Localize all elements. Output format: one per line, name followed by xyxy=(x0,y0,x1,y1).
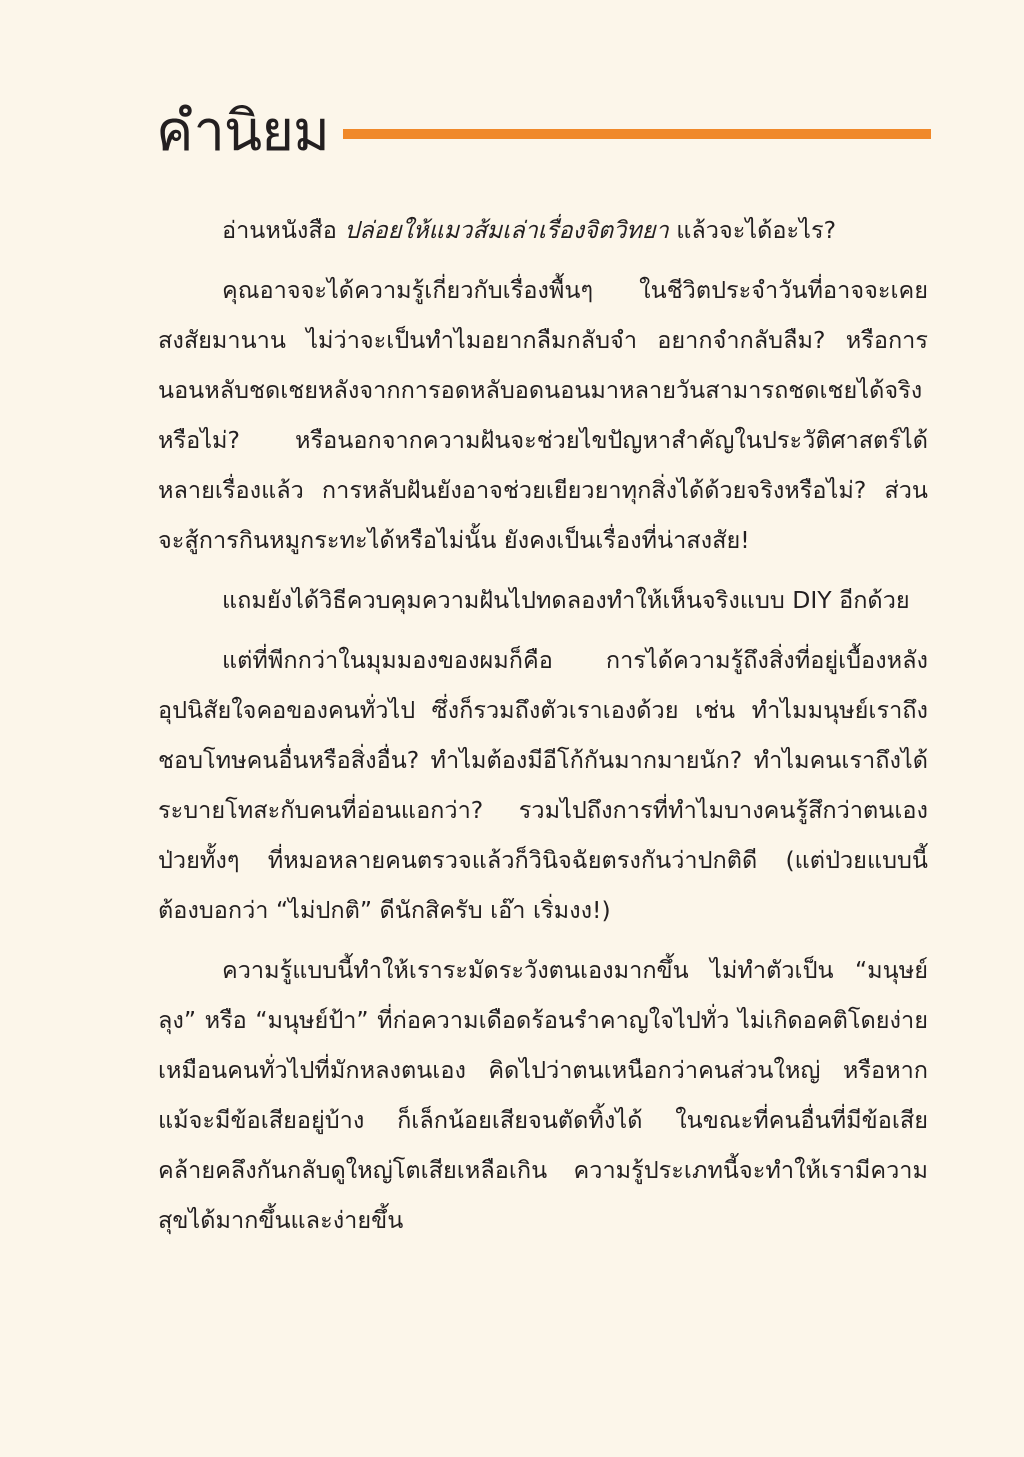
page-title: คำนิยม xyxy=(156,99,329,164)
heading-row xyxy=(156,92,931,172)
intro-before: อ่านหนังสือ xyxy=(222,216,345,244)
paragraph-2: คุณอาจจะได้ความรู้เกี่ยวกับเรื่องพื้นๆ ในชีวิตประจำวันที่อาจจะเคยสงสัยมานาน ไม่ว่าจะเป็นทำไมอยากลืมกลับจำ อยากจำกลับลืม? หรือการนอนหลับชดเชยหลังจากการอดหลับอดนอนมาหลายวันสามารถชดเชยได้จริงหรือไม่? หรือนอกจากความฝันจะช่วยไขปัญหาสำคัญในประวัติศาสตร์ได้หลายเรื่องแล้ว การหลับฝันยังอาจช่วยเยียวยาทุกสิ่งได้ด้วยจริงหรือไม่? ส่วนจะสู้การกินหมูกระทะได้หรือไม่นั้น ยังคงเป็นเรื่องที่น่าสงสัย! xyxy=(158,276,928,554)
heading-accent-rule xyxy=(343,129,931,139)
paragraph-4: แต่ที่พีกกว่าในมุมมองของผมก็คือ การได้ความรู้ถึงสิ่งที่อยู่เบื้องหลังอุปนิสัยใจคอของคนทั่วไป ซึ่งก็รวมถึงตัวเราเองด้วย เช่น ทำไมมนุษย์เราถึงชอบโทษคนอื่นหรือสิ่งอื่น? ทำไมต้องมีอีโก้กันมากมายนัก? ทำไมคนเราถึงได้ระบายโทสะกับคนที่อ่อนแอกว่า? รวมไปถึงการที่ทำไมบางคนรู้สึกว่าตนเองป่วยทั้งๆ ที่หมอหลายคนตรวจแล้วก็วินิจฉัยตรงกันว่าปกติดี (แต่ป่วยแบบนี้ ต้องบอกว่า “ไม่ปกติ” ดีนักสิครับ เอ๊า เริ่มงง!) xyxy=(158,646,928,924)
body-text xyxy=(158,205,928,1255)
paragraph-5: ความรู้แบบนี้ทำให้เราระมัดระวังตนเองมากขึ้น ไม่ทำตัวเป็น “มนุษย์ลุง” หรือ “มนุษย์ป้า” ที่ก่อความเดือดร้อนรำคาญใจไปทั่ว ไม่เกิดอคติโดยง่ายเหมือนคนทั่วไปที่มักหลงตนเอง คิดไปว่าตนเหนือกว่าคนส่วนใหญ่ หรือหากแม้จะมีข้อเสียอยู่บ้าง ก็เล็กน้อยเสียจนตัดทิ้งได้ ในขณะที่คนอื่นที่มีข้อเสียคล้ายคลึงกันกลับดูใหญ่โตเสียเหลือเกิน ความรู้ประเภทนี้จะทำให้เรามีความสุขได้มากขึ้นและง่ายขึ้น xyxy=(158,956,928,1234)
paragraph-intro xyxy=(158,205,928,255)
paragraph-3: แถมยังได้วิธีควบคุมความฝันไปทดลองทำให้เห็นจริงแบบ DIY อีกด้วย xyxy=(222,586,910,614)
book-title: ปล่อยให้แมวส้มเล่าเรื่องจิตวิทยา xyxy=(344,216,669,244)
intro-after: แล้วจะได้อะไร? xyxy=(668,216,837,244)
